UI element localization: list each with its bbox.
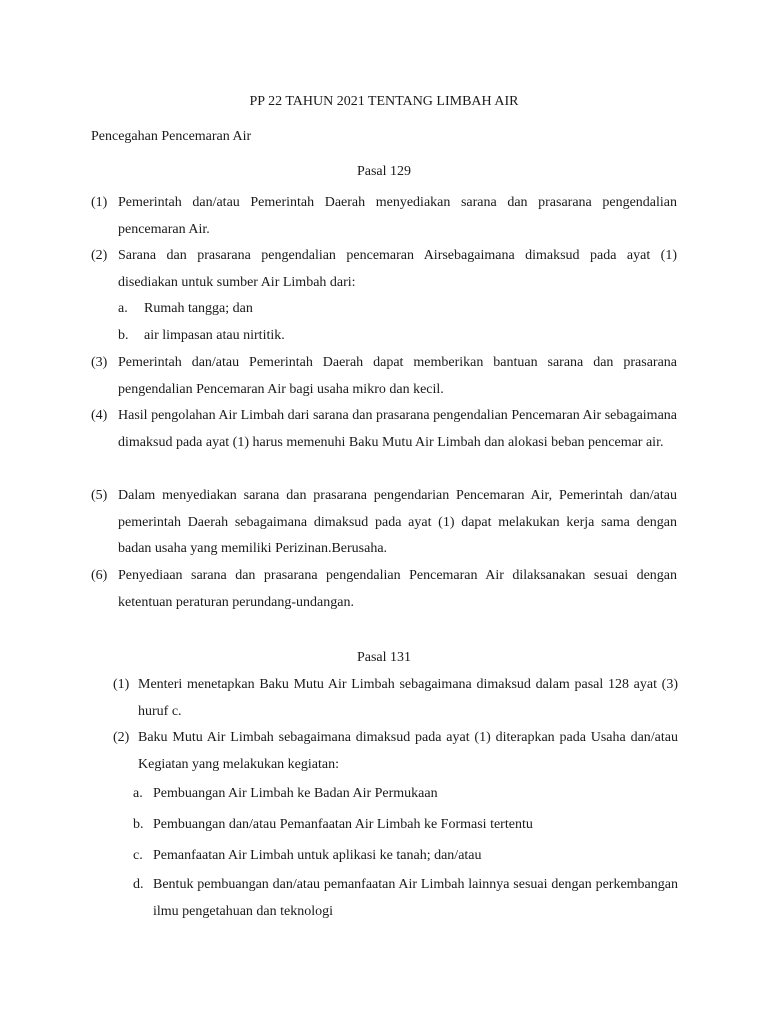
pasal-129-ayat-6 <box>91 563 677 616</box>
ayat-number: (1) <box>113 677 130 692</box>
pasal-131-ayat-2-item-b <box>133 812 678 839</box>
ayat-text: Dalam menyediakan sarana dan prasarana pengendarian Pencemaran Air, Pemerintah dan/atau pemerintah Daerah sebagaimana dimaksud pada ayat (1) dapat melakukan kerja sama dengan badan usaha yang memiliki Perizinan.Berusaha. <box>118 488 677 556</box>
item-text: Pembuangan Air Limbah ke Badan Air Permukaan <box>153 786 438 801</box>
pasal-131-ayat-2-item-d <box>133 872 678 925</box>
document-title: PP 22 TAHUN 2021 TENTANG LIMBAH AIR <box>249 94 519 109</box>
ayat-text: Baku Mutu Air Limbah sebagaimana dimaksud pada ayat (1) diterapkan pada Usaha dan/atau Kegiatan yang melakukan kegiatan: <box>138 730 678 772</box>
ayat-number: (3) <box>91 355 108 370</box>
pasal-131-ayat-2-item-a <box>133 781 678 808</box>
ayat-number: (2) <box>113 730 130 745</box>
pasal-129-ayat-3 <box>91 350 677 403</box>
pasal-129-ayat-5 <box>91 483 677 563</box>
item-text: Pembuangan dan/atau Pemanfaatan Air Limbah ke Formasi tertentu <box>153 817 533 832</box>
pasal-131-heading: Pasal 131 <box>356 650 412 665</box>
ayat-text: Sarana dan prasarana pengendalian pencemaran Airsebagaimana dimaksud pada ayat (1) disediakan untuk sumber Air Limbah dari: <box>118 248 677 290</box>
item-letter: b. <box>118 328 129 343</box>
item-text: Bentuk pembuangan dan/atau pemanfaatan Air Limbah lainnya sesuai dengan perkembangan ilmu pengetahuan dan teknologi <box>153 877 678 919</box>
ayat-number: (2) <box>91 248 108 263</box>
item-text: Rumah tangga; dan <box>144 301 253 316</box>
ayat-text: Penyediaan sarana dan prasarana pengendalian Pencemaran Air dilaksanakan sesuai dengan ketentuan peraturan perundang-undangan. <box>118 568 677 610</box>
item-letter: c. <box>133 848 143 863</box>
item-letter: b. <box>133 817 144 832</box>
ayat-text: Menteri menetapkan Baku Mutu Air Limbah sebagaimana dimaksud dalam pasal 128 ayat (3) huruf c. <box>138 677 678 719</box>
pasal-129-ayat-4 <box>91 403 677 456</box>
pasal-131-ayat-2 <box>113 725 678 778</box>
item-letter: a. <box>133 786 143 801</box>
ayat-number: (5) <box>91 488 108 503</box>
pasal-129-ayat-1 <box>91 190 677 243</box>
ayat-text: Pemerintah dan/atau Pemerintah Daerah dapat memberikan bantuan sarana dan prasarana pengendalian Pencemaran Air bagi usaha mikro dan kecil. <box>118 355 677 397</box>
pasal-129-heading: Pasal 129 <box>356 164 412 179</box>
ayat-number: (1) <box>91 195 108 210</box>
item-text: Pemanfaatan Air Limbah untuk aplikasi ke tanah; dan/atau <box>153 848 482 863</box>
pasal-129-ayat-2-item-a <box>118 296 678 323</box>
item-text: air limpasan atau nirtitik. <box>144 328 285 343</box>
ayat-text: Hasil pengolahan Air Limbah dari sarana dan prasarana pengendalian Pencemaran Air sebagaimana dimaksud pada ayat (1) harus memenuhi Baku Mutu Air Limbah dan alokasi beban pencemar air. <box>118 408 677 450</box>
ayat-text: Pemerintah dan/atau Pemerintah Daerah menyediakan sarana dan prasarana pengendalian pencemaran Air. <box>118 195 677 237</box>
section-heading: Pencegahan Pencemaran Air <box>91 129 252 144</box>
ayat-number: (6) <box>91 568 108 583</box>
pasal-131-ayat-1 <box>113 672 678 725</box>
pasal-131-ayat-2-item-c <box>133 843 678 870</box>
item-letter: a. <box>118 301 128 316</box>
item-letter: d. <box>133 877 144 892</box>
pasal-129-ayat-2 <box>91 243 677 296</box>
ayat-number: (4) <box>91 408 108 423</box>
pasal-129-ayat-2-item-b <box>118 323 678 350</box>
